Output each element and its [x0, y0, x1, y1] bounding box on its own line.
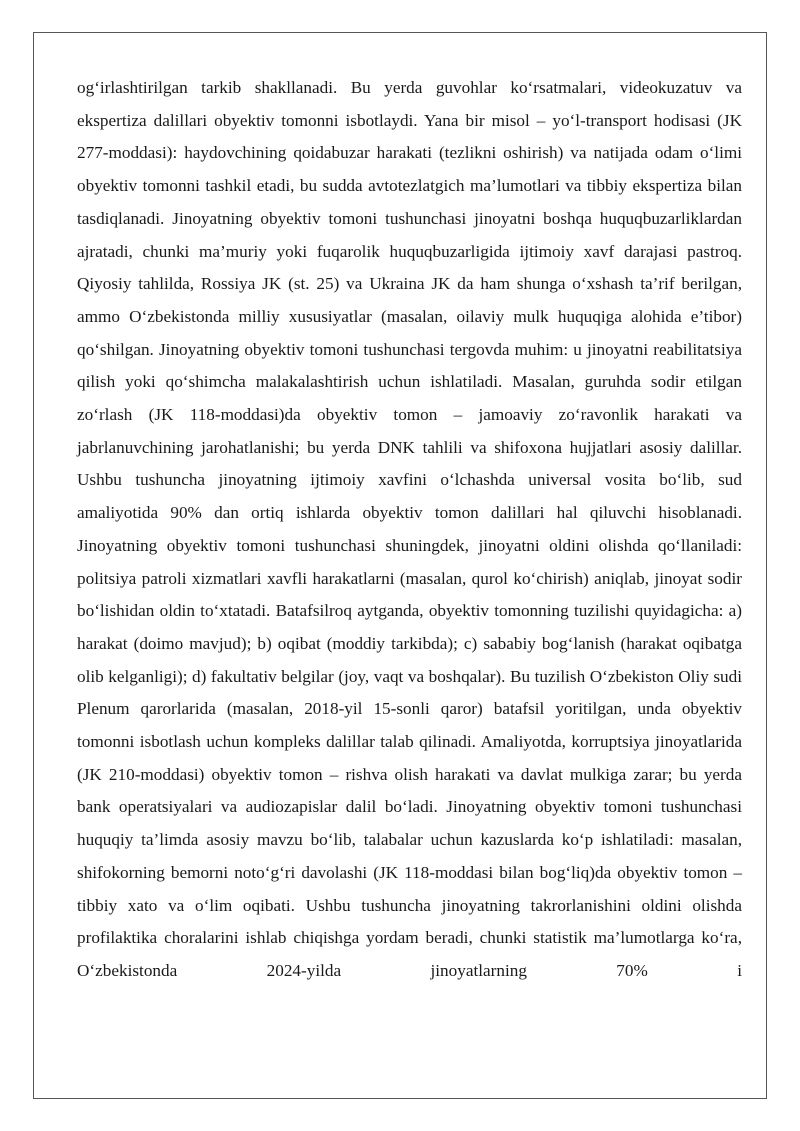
body-paragraph: og‘irlashtirilgan tarkib shakllanadi. Bu yerda guvohlar ko‘rsatmalari, videokuzatuv va ekspertiza dalillari obyektiv tomonni isbotlaydi. Yana bir misol – yo‘l-transport hodisasi (JK 277-moddasi): haydovchining qoidabuzar harakati (tezlikni oshirish) va natijada odam o‘limi obyektiv tomonni tashkil etadi, bu sudda avtotezlatgich ma’lumotlari va tibbiy ekspertiza bilan tasdiqlanadi. Jinoyatning obyektiv tomoni tushunchasi jinoyatni boshqa huquqbuzarliklardan ajratadi, chunki ma’muriy yoki fuqarolik huquqbuzarligida ijtimoiy xavf darajasi pastroq. Qiyosiy tahlilda, Rossiya JK (st. 25) va Ukraina JK da ham shunga o‘xshash ta’rif berilgan, ammo O‘zbekistonda milliy xususiyatlar (masalan, oilaviy mulk huquqiga alohida e’tibor) qo‘shilgan. Jinoyatning obyektiv tomoni tushunchasi tergovda muhim: u jinoyatni reabilitatsiya qilish yoki qo‘shimcha malakalashtirish uchun ishlatiladi. Masalan, guruhda sodir etilgan zo‘rlash (JK 118-moddasi)da obyektiv tomon – jamoaviy zo‘ravonlik harakati va jabrlanuvchining jarohatlanishi; bu yerda DNK tahlili va shifoxona hujjatlari asosiy dalillar. Ushbu tushuncha jinoyatning ijtimoiy xavfini o‘lchashda universal vosita bo‘lib, sud amaliyotida 90% dan ortiq ishlarda obyektiv tomon dalillari hal qiluvchi hisoblanadi. Jinoyatning obyektiv tomoni tushunchasi shuningdek, jinoyatni oldini olishda qo‘llaniladi: politsiya patroli xizmatlari xavfli harakatlarni (masalan, qurol ko‘chirish) aniqlab, jinoyat sodir bo‘lishidan oldin to‘xtatadi. Batafsilroq aytganda, obyektiv tomonning tuzilishi quyidagicha: a) harakat (doimo mavjud); b) oqibat (moddiy tarkibda); c) sababiy bog‘lanish (harakat oqibatga olib kelganligi); d) fakultativ belgilar (joy, vaqt va boshqalar). Bu tuzilish O‘zbekiston Oliy sudi Plenum qarorlarida (masalan, 2018-yil 15-sonli qaror) batafsil yoritilgan, unda obyektiv tomonni isbotlash uchun kompleks dalillar talab qilinadi. Amaliyotda, korruptsiya jinoyatlarida (JK 210-moddasi) obyektiv tomon – rishva olish harakati va davlat mulkiga zarar; bu yerda bank operatsiyalari va audiozapislar dalil bo‘ladi. Jinoyatning obyektiv tomoni tushunchasi huquqiy ta’limda asosiy mavzu bo‘lib, talabalar uchun kazuslarda ko‘p ishlatiladi: masalan, shifokorning bemorni noto‘g‘ri davolashi (JK 118-moddasi bilan bog‘liq)da obyektiv tomon – tibbiy xato va o‘lim oqibati. Ushbu tushuncha jinoyatning takrorlanishini oldini olishda profilaktika choralarini ishlab chiqishga yordam beradi, chunki statistik ma’lumotlarga ko‘ra, O‘zbekistonda 2024-yilda jinoyatlarning 70% i: [77, 78, 742, 980]
